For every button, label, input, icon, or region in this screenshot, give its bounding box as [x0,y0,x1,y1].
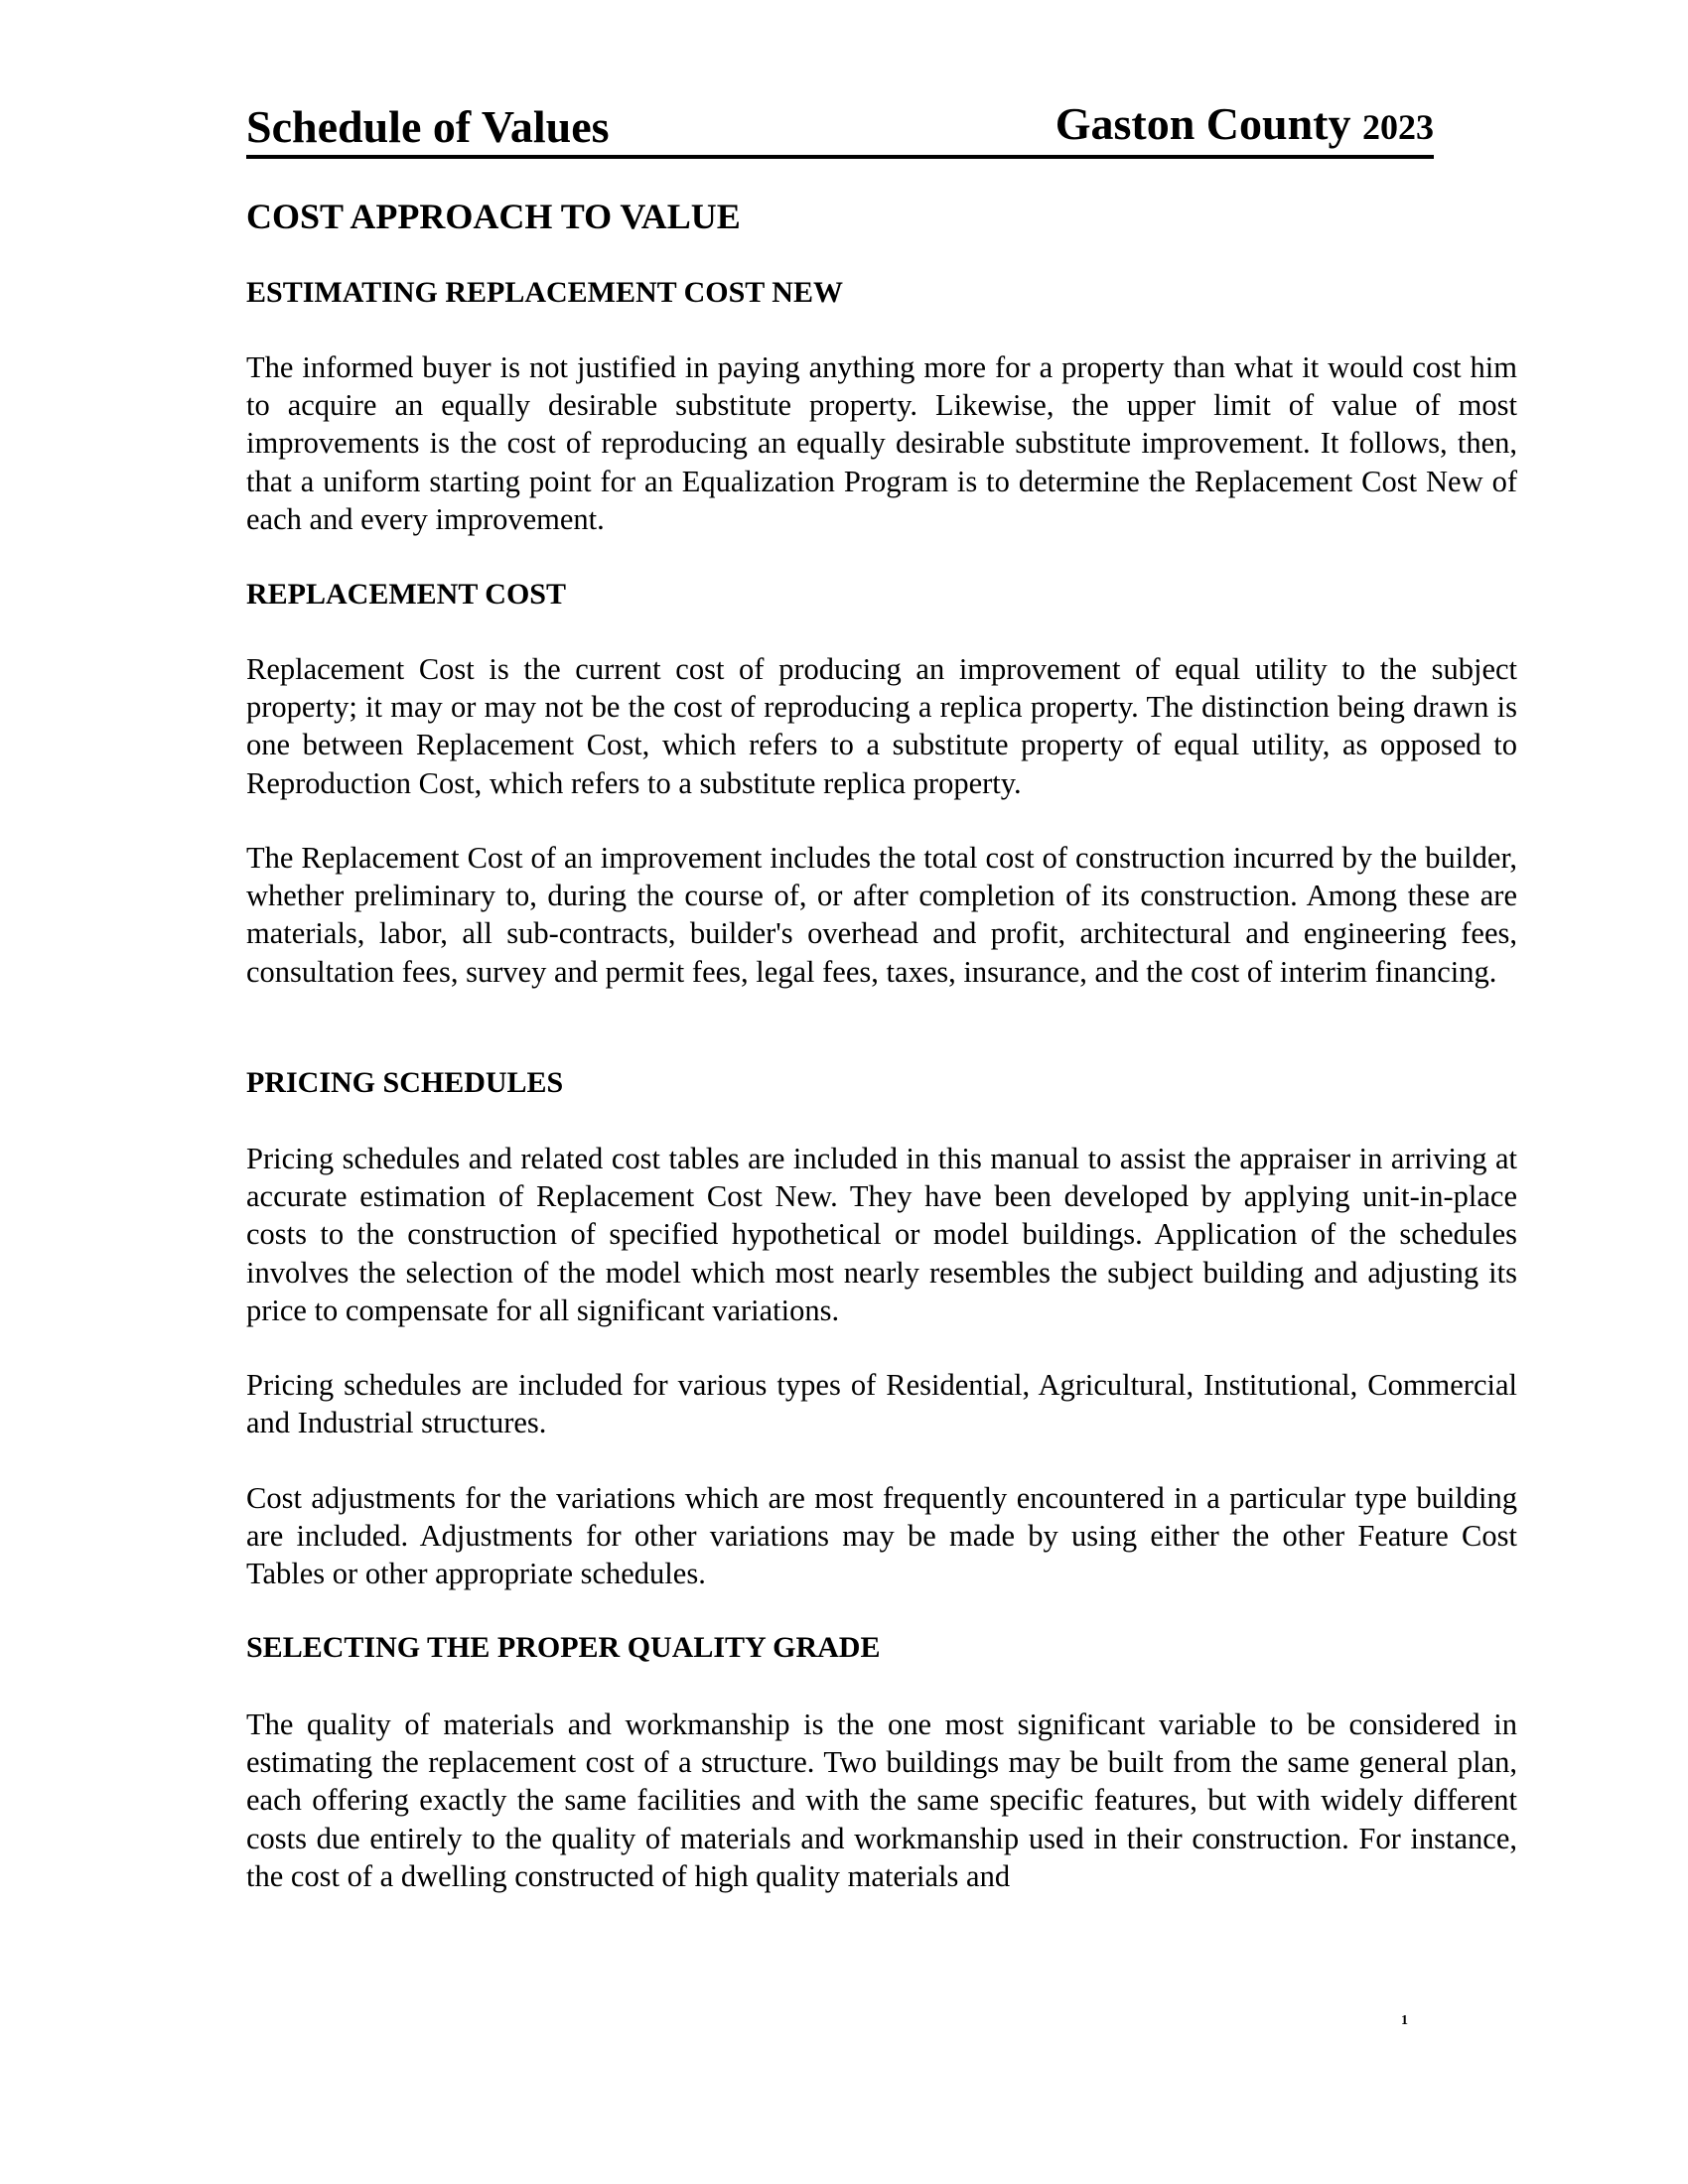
document-page [246,0,1517,2184]
paragraph-pricing-2: Pricing schedules are included for various types of Residential, Agricultural, Institutional, Commercial and Industrial structures. [246,1368,1517,1440]
page-header [246,95,1434,159]
paragraph-estimating-1: The informed buyer is not justified in paying anything more for a property than what it would cost him to acquire an equally desirable substitute property. Likewise, the upper limit of value of most improvements is the cost of reproducing an equally desirable substitute improvement. It follows, then, that a uniform starting point for an Equalization Program is to determine the Replacement Cost New of each and every improvement. [246,350,1517,536]
paragraph-replacement-cost-2: The Replacement Cost of an improvement includes the total cost of construction incurred by the builder, whether preliminary to, during the course of, or after completion of its construction. Among these are materials, labor, all sub-contracts, builder's overhead and profit, architectural and engineering fees, consultation fees, survey and permit fees, legal fees, taxes, insurance, and the cost of interim financing. [246,841,1517,989]
paragraph-replacement-cost-1: Replacement Cost is the current cost of producing an improvement of equal utility to the subject property; it may or may not be the cost of reproducing a replica property. The distinction being drawn is one between Replacement Cost, which refers to a substitute property of equal utility, as opposed to Reproduction Cost, which refers to a substitute replica property. [246,652,1517,800]
section-heading-pricing-schedules: PRICING SCHEDULES [246,1066,564,1099]
paragraph-quality-grade-1: The quality of materials and workmanship is the one most significant variable to be considered in estimating the replacement cost of a structure. Two buildings may be built from the same general plan, each offering exactly the same facilities and with the same specific features, but with widely different costs due entirely to the quality of materials and workmanship used in their construction. For instance, the cost of a dwelling constructed of high quality materials and [246,1707,1517,1893]
section-heading-replacement-cost: REPLACEMENT COST [246,578,567,611]
header-year: 2023 [1362,107,1434,147]
section-heading-quality-grade: SELECTING THE PROPER QUALITY GRADE [246,1631,881,1664]
paragraph-pricing-1: Pricing schedules and related cost tables are included in this manual to assist the appraiser in arriving at accurate estimation of Replacement Cost New. They have been developed by applying unit-in-place costs to the construction of specified hypothetical or model buildings. Application of the schedules involves the selection of the model which most nearly resembles the subject building and adjusting its price to compensate for all significant variations. [246,1142,1517,1327]
header-document-title: Schedule of Values [246,101,610,152]
page-title: COST APPROACH TO VALUE [246,197,741,236]
header-county-name: Gaston County [1055,98,1351,149]
section-heading-estimating: ESTIMATING REPLACEMENT COST NEW [246,276,843,309]
page-number: 1 [1401,2013,1408,2028]
paragraph-pricing-3: Cost adjustments for the variations which are most frequently encountered in a particular type building are included. Adjustments for other variations may be made by using either the other Feature Cost Tables or other appropriate schedules. [246,1481,1517,1591]
header-county [1055,98,1434,153]
